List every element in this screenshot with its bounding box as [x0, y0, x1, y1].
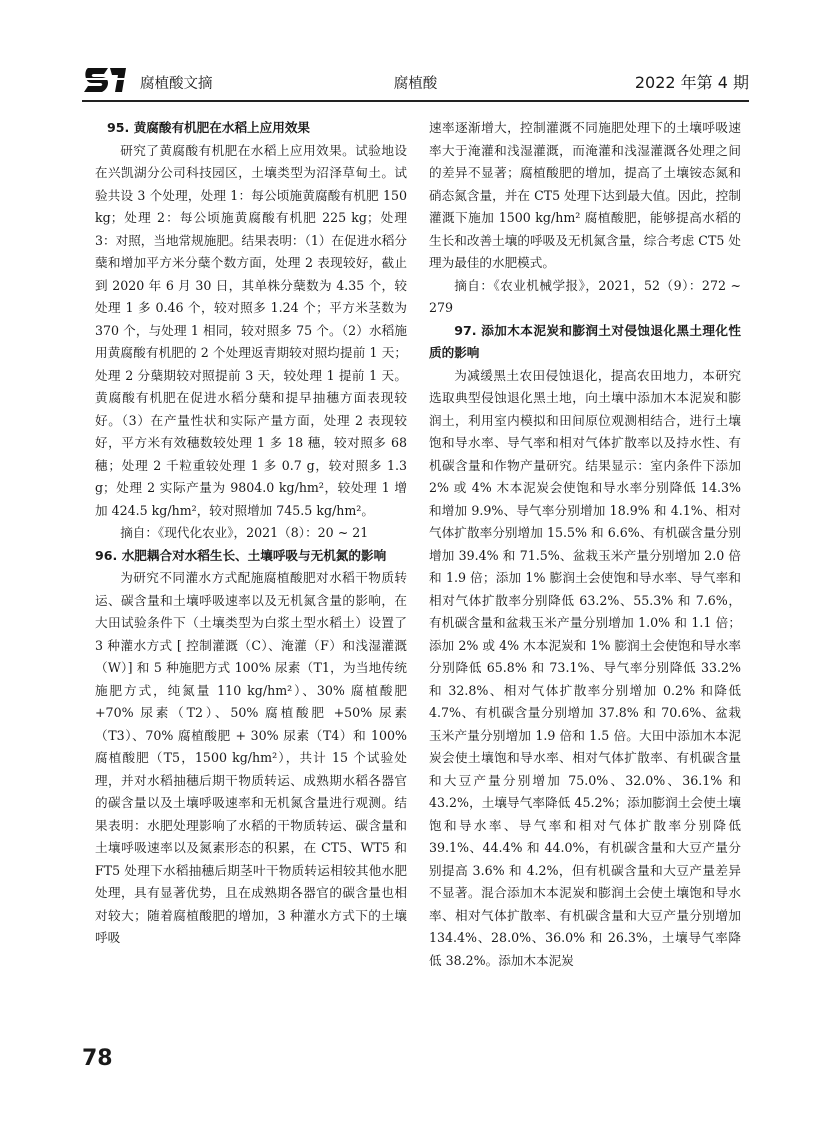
article-96-body-left: 为研究不同灌水方式配施腐植酸肥对水稻干物质转运、碳含量和土壤呼吸速率以及无机氮含量的影响，在大田试验条件下（土壤类型为白浆土型水稻土）设置了 3 种灌水方式 [ 控制灌溉（C）、淹灌（F）和浅湿灌溉（W）] 和 5 种施肥方式 100% 尿素（T1，为当地传统施肥方式，纯氮量 110 kg/hm²）、30% 腐植酸肥 +70% 尿素（T2）、50% 腐植酸肥 +50% 尿素（T3）、70% 腐植酸肥 + 30% 尿素（T4）和 100% 腐植酸肥（T5，1500 kg/hm²），共计 15 个试验处理，并对水稻抽穗后期干物质转运、成熟期水稻各器官的碳含量以及土壤呼吸速率和无机氮含量进行观测。结果表明：水肥处理影响了水稻的干物质转运、碳含量和土壤呼吸速率以及氮素形态的积累，在 CT5、WT5 和 FT5 处理下水稻抽穗后期茎叶干物质转运相较其他水肥处理，具有显著优势，且在成熟期各器官的碳含量也相对较大；随着腐植酸肥的增加，3 种灌水方式下的土壤呼吸 [95, 570, 407, 945]
page-header [82, 62, 749, 98]
article-96-source: 摘自：《农业机械学报》，2021，52（9）：272 ~ 279 [429, 277, 741, 315]
article-96-title: 96. 水肥耦合对水稻生长、土壤呼吸与无机氮的影响 [95, 547, 387, 563]
section-title: 腐植酸 [393, 76, 438, 92]
article-95-source: 摘自：《现代化农业》，2021（8）：20 ~ 21 [120, 525, 369, 540]
article-95-body: 研究了黄腐酸有机肥在水稻上应用效果。试验地设在兴凯湖分公司科技园区，土壤类型为沼泽草甸土。试验共设 3 个处理，处理 1：每公顷施黄腐酸有机肥 150 kg；处理 2：每公顷施黄腐酸有机肥 225 kg；处理 3：对照，当地常规施肥。结果表明：（1）在促进水稻分蘖和增加平方米分蘖个数方面，处理 2 表现较好，截止到 2020 年 6 月 30 日，其单株分蘖数为 4.35 个，较处理 1 多 0.46 个，较对照多 1.24 个；平方米茎数为 370 个，与处理 1 相同，较对照多 75 个。（2）水稻施用黄腐酸有机肥的 2 个处理返青期较对照均提前 1 天；处理 2 分蘖期较对照提前 3 天，较处理 1 提前 1 天。黄腐酸有机肥在促进水稻分蘖和提早抽穗方面表现较好。（3）在产量性状和实际产量方面，处理 2 表现较好，平方米有效穗数较处理 1 多 18 穗，较对照多 68 穗；处理 2 千粒重较处理 1 多 0.7 g，较对照多 1.3 g；处理 2 实际产量为 9804.0 kg/hm²，较处理 1 增加 424.5 kg/hm²，较对照增加 745.5 kg/hm²。 [95, 142, 407, 518]
right-column [429, 117, 741, 972]
issue-label: 2022 年第 4 期 [634, 73, 749, 92]
article-96-body-right: 速率逐渐增大，控制灌溉不同施肥处理下的土壤呼吸速率大于淹灌和浅湿灌溉，而淹灌和浅湿灌溉各处理之间的差异不显著；腐植酸肥的增加，提高了土壤铵态氮和硝态氮含量，并在 CT5 处理下达到最大值。因此，控制灌溉下施加 1500 kg/hm² 腐植酸肥，能够提高水稻的生长和改善土壤的呼吸及无机氮含量，综合考虑 CT5 处理为最佳的水肥模式。 [429, 120, 741, 270]
header-rule [82, 100, 749, 102]
article-97-body: 为减缓黑土农田侵蚀退化，提高农田地力，本研究选取典型侵蚀退化黑土地，向土壤中添加木本泥炭和膨润土，利用室内模拟和田间原位观测相结合，进行土壤饱和导水率、导气率和相对气体扩散率以及持水性、有机碳含量和作物产量研究。结果显示：室内条件下添加 2% 或 4% 木本泥炭会使饱和导水率分别降低 14.3% 和增加 9.9%、导气率分别增加 18.9% 和 4.1%、相对气体扩散率分别增加 15.5% 和 6.6%、有机碳含量分别增加 39.4% 和 71.5%、盆栽玉米产量分别增加 2.0 倍和 1.9 倍；添加 1% 膨润土会使饱和导水率、导气率和相对气体扩散率分别降低 63.2%、55.3% 和 7.6%，有机碳含量和盆栽玉米产量分别增加 1.0% 和 1.1 倍；添加 2% 或 4% 木本泥炭和 1% 膨润土会使饱和导水率分别降低 65.8% 和 73.1%、导气率分别降低 33.2% 和 32.8%、相对气体扩散率分别增加 0.2% 和降低 4.7%、有机碳含量分别增加 37.8% 和 70.6%、盆栽玉米产量分别增加 1.9 倍和 1.5 倍。大田中添加木本泥炭会使土壤饱和导水率、相对气体扩散率、有机碳含量和大豆产量分别增加 75.0%、32.0%、36.1% 和 43.2%，土壤导气率降低 45.2%；添加膨润土会使土壤饱和导水率、导气率和相对气体扩散率分别降低 39.1%、44.4% 和 44.0%，有机碳含量和大豆产量分别提高 3.6% 和 4.2%，但有机碳含量和大豆产量差异不显著。混合添加木本泥炭和膨润土会使土壤饱和导水率、相对气体扩散率、有机碳含量和大豆产量分别增加 134.4%、28.0%、36.0% 和 26.3%，土壤导气率降低 38.2%。添加木本泥炭 [429, 367, 741, 968]
journal-name: 腐植酸文摘 [140, 76, 213, 92]
article-97-title: 97. 添加木本泥炭和膨润土对侵蚀退化黑土理化性质的影响 [429, 322, 741, 360]
article-95-title: 95. 黄腐酸有机肥在水稻上应用效果 [107, 120, 311, 135]
page-number: 78 [82, 1046, 113, 1071]
left-column [95, 117, 407, 950]
